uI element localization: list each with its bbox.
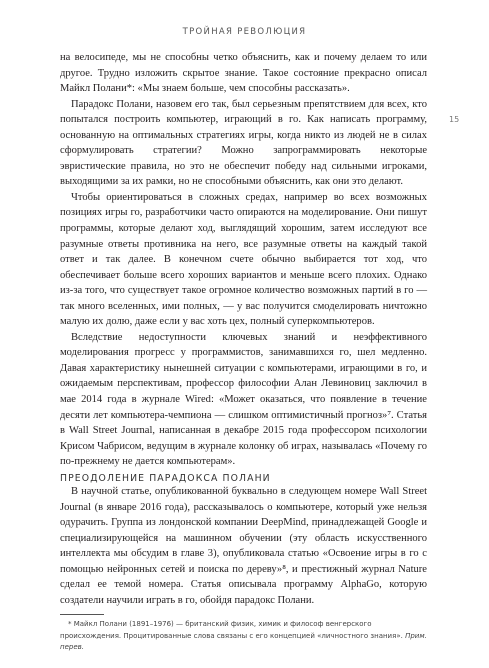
page-number: 15 — [449, 115, 460, 124]
section-text — [60, 484, 427, 608]
section-paragraph: В научной статье, опубликованной буквально в следующем номере Wall Street Journal (в январе 2016 года), рассказывалось о компьютере, который уже нельзя одурачить. Группа из лондонской компании DeepMind, принадлежащей Google и специализирующейся на машинном обучении (эту область искусственного интеллекта мы обсудим в главе 3), опубликовала статью «Освоение игры в го с помощью нейронных сетей и поиска по дереву»⁸, и престижный журнал Nature сделал ее темой номера. Статья описывала программу AlphaGo, которую создатели научили играть в го, обойдя парадокс Полани. — [60, 486, 427, 606]
footnote-translator-note: Прим. перев. — [60, 631, 427, 651]
paragraph-1: на велосипеде, мы не способны четко объяснить, как и почему делаем то или другое. Трудно изложить скрытое знание. Такое состояние прекрасно описал Майкл Полани*: «Мы знаем больше, чем способны рассказать». — [60, 52, 427, 95]
footnote-divider — [60, 614, 104, 615]
running-head: ТРОЙНАЯ РЕВОЛЮЦИЯ — [182, 27, 307, 37]
footnote — [60, 619, 432, 654]
section-heading: ПРЕОДОЛЕНИЕ ПАРАДОКСА ПОЛАНИ — [60, 472, 271, 484]
footnote-text: * Майкл Полани (1891–1976) — британский физик, химик и философ венгерского происхождения. Процитированные слова связаны с его концепцией «личностного знания». — [60, 620, 403, 640]
paragraph-2: Парадокс Полани, назовем его так, был серьезным препятствием для всех, кто попытался построить компьютер, играющий в го. Как написать программу, основанную на оптимальных стратегиях игры, когда никто из людей не в силах сформулировать стратегии? Можно запрограммировать некоторые эвристические правила, но это не обеспечит победу над сильными игроками, выходящими за их рамки, но не способными объяснить, как они это делают. — [60, 98, 427, 188]
paragraph-4: Вследствие недоступности ключевых знаний и неэффективного моделирования прогресс у программистов, занимавшихся го, шел медленно. Давая характеристику нынешней ситуации с компьютерами, играющими в го, и ожидаемым перспективам, профессор философии Алан Левиновиц заключил в мае 2014 года в журнале Wired: «Может оказаться, что появление в течение десяти лет компьютера-чемпиона — слишком оптимистичный прогноз»⁷. Статья в Wall Street Journal, написанная в декабре 2015 года профессором психологии Крисом Чабрисом, ведущим в журнале колонку об играх, называлась «Почему го по-прежнему не дается компьютерам». — [60, 331, 427, 468]
body-text — [60, 50, 427, 470]
paragraph-3: Чтобы ориентироваться в сложных средах, например во всех возможных позициях игры го, разработчики часто опираются на моделирование. Они пишут программы, которые делают ход, выглядящий хорошим, затем исследуют все разумные ответы противника на него, все разумные ответы на каждый такой ответ и так далее. В конечном счете обычно выбирается тот ход, что обеспечивает больше всего хороших вариантов и меньше всего плохих. Однако из-за того, что существует такое огромное количество возможных партий в го — так много вселенных, ими полных, — у вас получится смоделировать ничтожно малую их долю, даже если у вас хоть цех, полный суперкомпьютеров. — [60, 191, 427, 328]
